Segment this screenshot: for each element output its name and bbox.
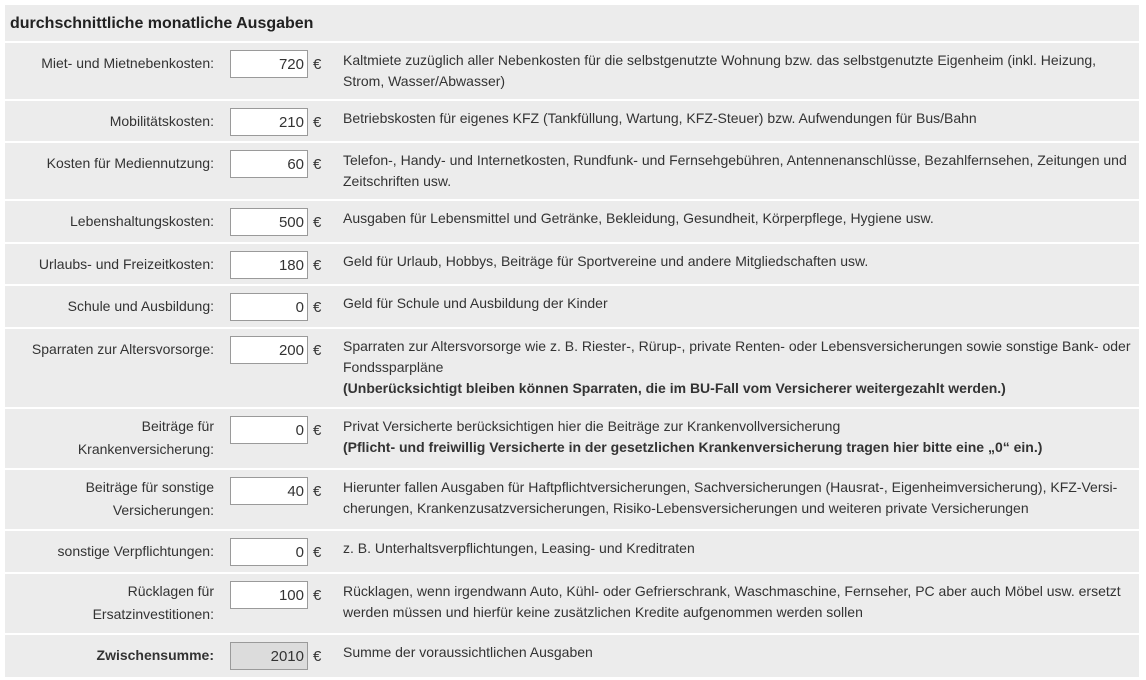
expense-row-obligations <box>5 529 1139 574</box>
expense-row-reserves <box>5 572 1139 635</box>
expense-row-rent <box>5 41 1139 101</box>
currency-symbol: € <box>313 156 322 173</box>
section-title: durchschnittliche monatliche Ausgaben <box>10 15 314 32</box>
currency-symbol: € <box>313 214 322 231</box>
obligations-label: sonstige Verpflichtungen: <box>57 543 214 559</box>
subtotal-label: Zwischensumme: <box>96 647 214 663</box>
currency-symbol: € <box>313 544 322 561</box>
currency-symbol: € <box>313 56 322 73</box>
health-insurance-input[interactable] <box>230 416 308 444</box>
mobility-label: Mobilitätskosten: <box>109 113 214 129</box>
currency-symbol: € <box>313 299 322 316</box>
rent-input[interactable] <box>230 50 308 78</box>
retirement-input[interactable] <box>230 336 308 364</box>
expense-row-mobility <box>5 99 1139 143</box>
expense-row-living <box>5 199 1139 244</box>
other-insurance-input[interactable] <box>230 477 308 505</box>
other-insurance-description: Hierunter fallen Ausgaben für Haftpflichtversicherungen, Sachversicherungen (Hausrat-, Eigenheimversicherung), KFZ-Versi-cherungen, Krankenzusatzversicherungen, Risiko-Lebensversicherungen und weiteren private Versicherungen <box>343 479 1118 516</box>
retirement-note: (Unberücksichtigt bleiben können Sparraten, die im BU-Fall vom Versicherer weitergezahlt werden.) <box>343 380 1006 396</box>
subtotal-row <box>5 633 1139 679</box>
expenses-panel <box>5 5 1139 677</box>
mobility-input[interactable] <box>230 108 308 136</box>
other-insurance-label: Beiträge für sonstige Versicherungen: <box>85 479 214 518</box>
reserves-input[interactable] <box>230 581 308 609</box>
living-description: Ausgaben für Lebensmittel und Getränke, Bekleidung, Gesundheit, Körperpflege, Hygiene usw. <box>343 210 934 226</box>
subtotal-input <box>230 642 308 670</box>
reserves-label: Rücklagen für Ersatzinvestitionen: <box>92 583 214 622</box>
retirement-label: Sparraten zur Altersvorsorge: <box>31 341 214 357</box>
currency-symbol: € <box>313 257 322 274</box>
living-input[interactable] <box>230 208 308 236</box>
media-description: Telefon-, Handy- und Internetkosten, Rundfunk- und Fernsehgebühren, Antennenanschlüsse, Bezahlfernsehen, Zeitungen und Zeitschriften usw. <box>343 152 1127 189</box>
currency-symbol: € <box>313 114 322 131</box>
mobility-description: Betriebskosten für eigenes KFZ (Tankfüllung, Wartung, KFZ-Steuer) bzw. Aufwendungen für Bus/Bahn <box>343 110 977 126</box>
media-label: Kosten für Mediennutzung: <box>46 155 214 171</box>
subtotal-description: Summe der voraussichtlichen Ausgaben <box>343 644 593 660</box>
reserves-description: Rücklagen, wenn irgendwann Auto, Kühl- oder Gefrierschrank, Waschmaschine, Fernseher, PC aber auch Möbel usw. ersetzt werden müssen und hierfür keine zusätzlichen Kredite aufgenommen werden sollen <box>343 583 1121 620</box>
obligations-input[interactable] <box>230 538 308 566</box>
obligations-description: z. B. Unterhaltsverpflichtungen, Leasing- und Kreditraten <box>343 540 695 556</box>
leisure-input[interactable] <box>230 251 308 279</box>
currency-symbol: € <box>313 483 322 500</box>
currency-symbol: € <box>313 422 322 439</box>
expense-row-health-insurance <box>5 407 1139 470</box>
expense-row-leisure <box>5 242 1139 286</box>
media-input[interactable] <box>230 150 308 178</box>
expense-row-retirement <box>5 327 1139 409</box>
currency-symbol: € <box>313 342 322 359</box>
retirement-description: Sparraten zur Altersvorsorge wie z. B. Riester-, Rürup-, private Renten- oder Lebensversicherungen sowie sonstige Bank- oder Fondssparpläne (Unberücksichtigt bleiben können Sparraten, die im BU-Fall vom Versicherer weitergezahlt werden.) <box>343 336 1133 399</box>
leisure-description: Geld für Urlaub, Hobbys, Beiträge für Sportvereine und andere Mitgliedschaften usw. <box>343 253 869 269</box>
currency-symbol: € <box>313 587 322 604</box>
education-input[interactable] <box>230 293 308 321</box>
education-label: Schule und Ausbildung: <box>67 298 214 314</box>
expense-row-other-insurance <box>5 468 1139 531</box>
leisure-label: Urlaubs- und Freizeitkosten: <box>38 256 214 272</box>
living-label: Lebenshaltungskosten: <box>70 213 214 229</box>
health-insurance-label: Beiträge für Krankenversicherung: <box>77 418 214 457</box>
expense-row-education <box>5 284 1139 329</box>
currency-symbol: € <box>313 648 322 665</box>
education-description: Geld für Schule und Ausbildung der Kinder <box>343 295 608 311</box>
health-insurance-note: (Pflicht- und freiwillig Versicherte in der gesetzlichen Krankenversicherung tragen hier bitte eine „0“ ein.) <box>343 439 1043 455</box>
rent-description: Kaltmiete zuzüglich aller Nebenkosten für die selbstgenutzte Wohnung bzw. das selbstgenutzte Eigenheim (inkl. Heizung, Strom, Wasser/Abwasser) <box>343 52 1097 89</box>
rent-label: Miet- und Mietnebenkosten: <box>41 55 214 71</box>
health-insurance-description: Privat Versicherte berücksichtigen hier die Beiträge zur Krankenvollversicherung (Pflicht- und freiwillig Versicherte in der gesetzlichen Krankenversicherung tragen hier bitte eine „0“ ein.) <box>343 416 1133 458</box>
expense-row-media <box>5 141 1139 201</box>
